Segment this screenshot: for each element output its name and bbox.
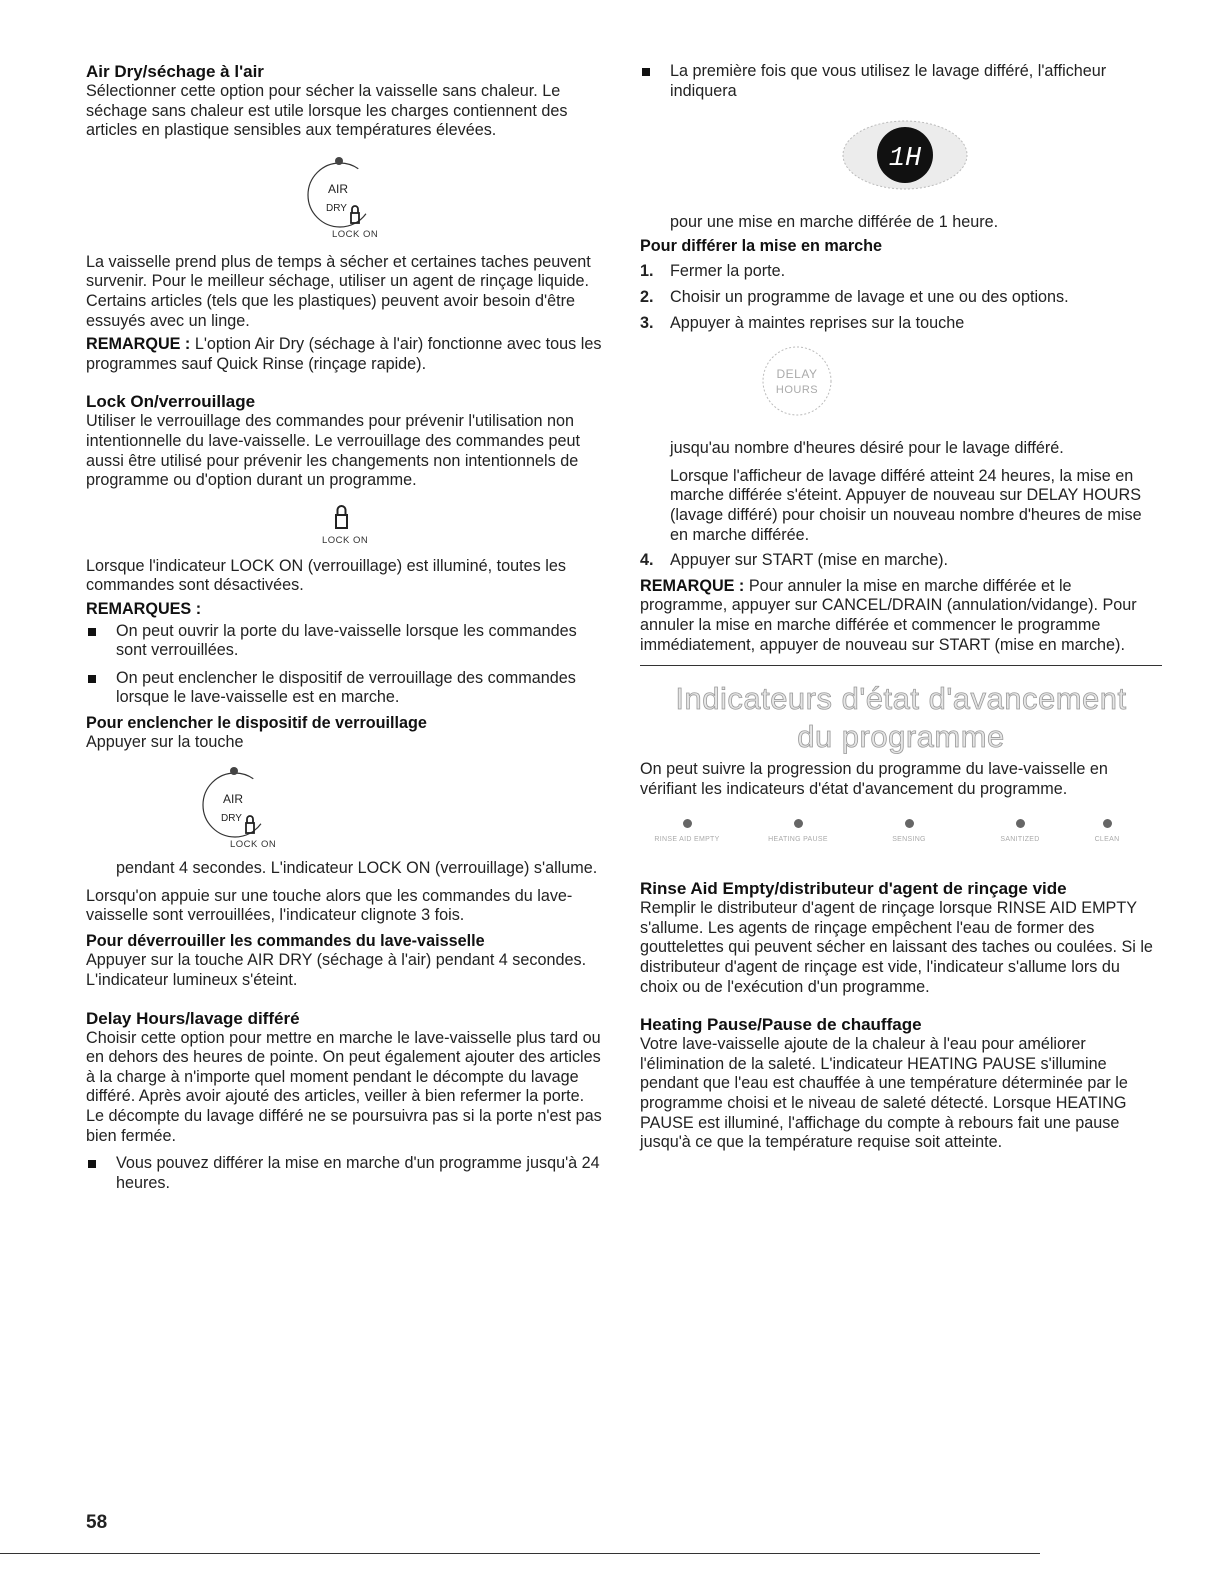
footer-rule (0, 1553, 1040, 1554)
step-text: Appuyer à maintes reprises sur la touche (670, 313, 965, 332)
delay-heading: Delay Hours/lavage différé (86, 1008, 300, 1028)
status-label: RINSE AID EMPTY (654, 836, 720, 844)
heating-pause-heading: Heating Pause/Pause de chauffage (640, 1015, 922, 1035)
heating-pause-body: Votre lave-vaisselle ajoute de la chaleur à l'eau pour améliorer l'élimination de la saleté. L'indicateur HEATING PAUSE s'illumine pendant que l'eau est chauffée à une température déterminée par le programme choisi et le niveau de saleté détecté. Lorsque HEATING PAUSE est illuminé, l'affichage du compte à rebours fait une pause jusqu'à ce que la température requise soit atteinte. (640, 1035, 1128, 1152)
note-label: REMARQUE : (640, 576, 745, 595)
lock-note-1: On peut ouvrir la porte du lave-vaisselle lorsque les commandes sont verrouillées. (86, 622, 604, 661)
air-dry-heading: Air Dry/séchage à l'air (86, 62, 264, 81)
page-number: 58 (86, 1512, 108, 1533)
status-heating-pause (743, 819, 853, 850)
engage-text: Appuyer sur la touche (86, 733, 244, 752)
status-label: CLEAN (1094, 836, 1120, 844)
step-1 (640, 262, 1162, 282)
delay-bullet: Vous pouvez différer la mise en marche d'un programme jusqu'à 24 heures. (86, 1154, 604, 1193)
indicator-light-icon (683, 819, 692, 828)
lock-on-caption: LOCK ON (332, 228, 379, 240)
lock-intro: Utiliser le verrouillage des commandes pour prévenir l'utilisation non intentionnelle du lave-vaisselle. Le verrouillage des commandes peut aussi être utilisé pour prévenir les changements non intentionnels de programme ou d'option durant un programme. (86, 412, 581, 490)
note-text: Pour annuler la mise en marche différée et le programme, appuyer sur CANCEL/DRAIN (annulation/vidange). Pour annuler la mise en marche différée et commencer le programme immédiatement, appuyer de nouveau sur START (mise en marche). (640, 576, 1137, 654)
step-3 (640, 314, 1162, 334)
air-label: AIR (223, 792, 244, 807)
rinse-aid-heading: Rinse Aid Empty/distributeur d'agent de rinçage vide (640, 879, 1067, 899)
delay-display-icon (640, 101, 1162, 209)
air-dry-lock-icon (86, 141, 604, 241)
unlock-heading: Pour déverrouiller les commandes du lave-vaisselle (86, 931, 485, 950)
display-1h-icon (640, 101, 1162, 209)
step-number: 4. (640, 551, 654, 570)
rinse-aid-body: Remplir le distributeur d'agent de rinçage lorsque RINSE AID EMPTY s'allume. Les agents de rinçage empêchent l'eau de former des gouttelettes qui peuvent sécher en laissant des taches ou coulées. Si le distributeur d'agent de rinçage est vide, l'indicateur s'allume lors du choix ou de l'exécution d'un programme. (640, 899, 1153, 996)
blink-text: Lorsqu'on appuie sur une touche alors que les commandes du lave-vaisselle sont verrouillées, l'indicateur clignote 3 fois. (86, 886, 573, 925)
lock-notes-label: REMARQUES : (86, 599, 202, 618)
section-divider (640, 665, 1162, 666)
step-text: Fermer la porte. (670, 262, 786, 281)
status-clean (1052, 819, 1162, 850)
lock-indicator-icon (86, 497, 604, 549)
engage-heading: Pour enclencher le dispositif de verrouillage (86, 713, 427, 732)
after-display-text: pour une mise en marche différée de 1 heure. (670, 213, 999, 232)
padlock-icon (86, 497, 604, 549)
air-dry-button-icon-2 (86, 753, 604, 853)
indicator-light-icon (1103, 819, 1112, 828)
indicator-light-icon (1016, 819, 1025, 828)
step-number: 2. (640, 287, 654, 306)
lock-note-2: On peut enclencher le dispositif de verrouillage des commandes lorsque le lave-vaisselle est en marche. (86, 669, 604, 708)
status-sensing (854, 819, 964, 850)
delay-body: Choisir cette option pour mettre en marche le lave-vaisselle plus tard ou en dehors des heures de pointe. On peut également ajouter des articles à la charge à n'importe quel moment pendant le décompte du lavage différé. Après avoir ajouté des articles, veiller à bien refermer la porte. Le décompte du lavage différé ne se poursuivra pas si la porte n'est pas bien fermée. (86, 1028, 602, 1145)
status-label: HEATING PAUSE (768, 836, 828, 844)
lock-body: Lorsque l'indicateur LOCK ON (verrouillage) est illuminé, toutes les commandes sont désactivées. (86, 556, 566, 595)
after-icon-text: pendant 4 secondes. L'indicateur LOCK ON (verrouillage) s'allume. (116, 859, 598, 878)
step-2 (640, 288, 1162, 308)
status-intro: On peut suivre la progression du programme du lave-vaisselle en vérifiant les indicateurs d'état d'avancement du programme. (640, 760, 1108, 798)
step-text: Appuyer sur START (mise en marche). (670, 551, 948, 570)
status-section-title (640, 680, 1162, 756)
delay-label: DELAY (776, 367, 818, 382)
display-digits: 1H (888, 144, 922, 175)
lock-on-caption: LOCK ON (230, 839, 277, 851)
indicator-light-icon (794, 819, 803, 828)
delay-hours-icon (640, 333, 1162, 429)
left-column (86, 62, 604, 1193)
section-title-line-2: du programme (797, 719, 1005, 755)
air-dry-lock-icon (86, 753, 604, 853)
right-column (640, 62, 1162, 1153)
status-label: SANITIZED (1000, 836, 1040, 844)
step-4 (640, 551, 1162, 571)
status-rinse-aid-empty (632, 819, 742, 850)
indicator-light-icon (905, 819, 914, 828)
section-title-line-1: Indicateurs d'état d'avancement (675, 681, 1127, 717)
hours-label: HOURS (775, 384, 819, 397)
air-label: AIR (328, 181, 349, 196)
status-indicator-row (640, 819, 1162, 865)
air-dry-button-icon (86, 141, 604, 241)
first-use-bullet: La première fois que vous utilisez le lavage différé, l'afficheur indiquera (640, 62, 1162, 101)
lock-heading: Lock On/verrouillage (86, 392, 256, 412)
unlock-text: Appuyer sur la touche AIR DRY (séchage à l'air) pendant 4 secondes. L'indicateur lumineux s'éteint. (86, 951, 587, 990)
step-3-more: Lorsque l'afficheur de lavage différé atteint 24 heures, la mise en marche différée s'éteint. Appuyer de nouveau sur DELAY HOURS (lavage différé) pour choisir un nouveau nombre d'heures de mise en marche différée. (670, 466, 1142, 544)
note-label: REMARQUE : (86, 335, 191, 354)
air-dry-note (86, 335, 604, 374)
step-number: 3. (640, 313, 654, 332)
dry-label: DRY (221, 813, 242, 825)
delay-start-heading: Pour différer la mise en marche (640, 236, 883, 255)
delay-hours-button-icon (640, 333, 1162, 429)
status-label: SENSING (892, 836, 926, 844)
step-3-after: jusqu'au nombre d'heures désiré pour le lavage différé. (670, 439, 1064, 458)
dry-label: DRY (326, 202, 347, 214)
note-text: L'option Air Dry (séchage à l'air) fonctionne avec tous les programmes sauf Quick Rinse (rinçage rapide). (86, 335, 602, 373)
air-dry-intro: Sélectionner cette option pour sécher la vaisselle sans chaleur. Le séchage sans chaleur est utile lorsque les charges contiennent des articles en plastique sensibles aux températures élevées. (86, 82, 568, 140)
air-dry-body: La vaisselle prend plus de temps à sécher et certaines taches peuvent survenir. Pour le meilleur séchage, utiliser un agent de rinçage liquide. Certains articles (tels que les plastiques) peuvent avoir besoin d'être essuyés avec un linge. (86, 252, 591, 330)
step-number: 1. (640, 262, 654, 281)
lock-on-caption: LOCK ON (322, 534, 369, 546)
step-text: Choisir un programme de lavage et une ou des options. (670, 287, 1069, 306)
delay-note (640, 577, 1162, 655)
